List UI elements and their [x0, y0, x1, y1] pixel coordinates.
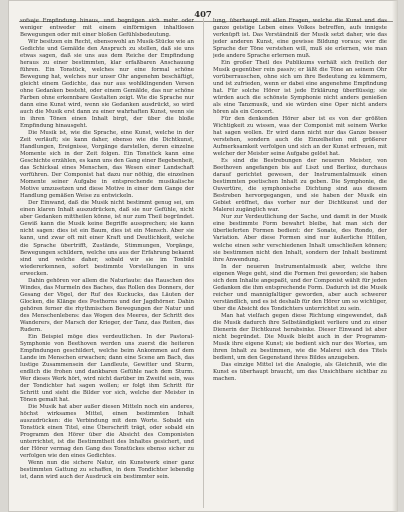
left-paragraph: Der Einwand, daß die Musik nicht bestimmt genug sei, um einen klaren Inhalt auszudrücken, daß sie nur Gefühle, nicht aber Gedanken mittheilen könne, ist nur zum Theil begründet. Gewiß kann die Musik keine Begriffe aussprechen; sie kann nicht sagen: dies ist ein Baum, dies ist ein Mensch. Aber sie kann, und zwar oft mit einer Kraft und Deutlichkeit, welche die Sprache übertrifft, Zustände, Stimmungen, Vorgänge, Bewegungen schildern, welche uns aus der Erfahrung bekannt sind und welche daher, sobald wir sie im Tonbild wiedererkennen, sofort bestimmte Vorstellungen in uns erwecken. [20, 200, 194, 277]
right-paragraph: In der neueren Instrumentalmusik aber, welche ihre eigenen Wege geht, sind die Formen frei geworden; sie haben sich dem Inhalte angepaßt, und der Componist wählt für jeden Gedanken die ihm entsprechende Form. Dadurch ist die Musik reicher und mannigfaltiger geworden, aber auch schwerer verständlich, und es ist deshalb für den Hörer um so wichtiger, über die Absicht des Tondichters unterrichtet zu sein. [213, 263, 387, 312]
left-paragraph: Ein Beispiel möge dies verdeutlichen. In der Pastoral-Symphonie von Beethoven werden uns zuerst die heiteren Empfindungen geschildert, welche beim Ankommen auf dem Lande im Menschen erwachen; dann eine Scene am Bach, das lustige Zusammensein der Landleute, Gewitter und Sturm, endlich die frohen und dankbaren Gefühle nach dem Sturm. Wer dieses Werk hört, wird nicht darüber im Zweifel sein, was der Tondichter hat sagen wollen; er folgt ihm Schritt für Schritt und sieht die Bilder vor sich, welche der Meister in Tönen gemalt hat. [20, 333, 194, 403]
left-paragraph: Die Musik hat aber außer diesen Mitteln noch ein anderes, höchst wirksames Mittel, einen bestimmten Inhalt auszudrücken: die Verbindung mit dem Worte. Sobald ein Tonstück einen Titel, eine Überschrift trägt, oder sobald ein Programm den Hörer über die Absicht des Componisten unterrichtet, ist die Bestimmtheit des Inhaltes gesichert, und der Hörer vermag den Gang des Tonstückes ebenso sicher zu verfolgen wie den eines Gedichtes. [20, 403, 194, 459]
right-paragraph: Das einzige Mittel ist die Analogie, als Gleichniß, wie die Kunst es überhaupt braucht, um das Unsichtbare sichtbar zu machen. [213, 361, 387, 382]
left-text-column [20, 18, 194, 509]
column-divider [203, 18, 204, 508]
newspaper-page [8, 0, 398, 512]
page-number: 407 [194, 9, 212, 19]
right-paragraph: Für den denkenden Hörer aber ist es von der größten Wichtigkeit zu wissen, was der Componist mit seinem Werke hat sagen wollen. Er wird dann nicht nur das Ganze besser verstehen, sondern auch die Einzelheiten mit größerer Aufmerksamkeit verfolgen und sich an der Kunst erfreuen, mit welcher der Meister seine Aufgabe gelöst hat. [213, 116, 387, 158]
right-text-column [213, 18, 387, 509]
right-paragraph: Ein großer Theil des Publikums verhält sich freilich der Musik gegenüber rein passiv; er läßt die Töne an seinem Ohr vorüberrauschen, ohne sich um ihre Bedeutung zu kümmern, und ist zufrieden, wenn er dabei eine angenehme Empfindung hat. Für solche Hörer ist jede Erklärung überflüssig; sie würden auch die schönste Symphonie nicht anders genießen als eine Tanzmusik, und sie würden eine Oper nicht anders hören als ein Concert. [213, 60, 387, 116]
right-paragraph: Es sind die Bestrebungen der neueren Meister, von Beethoven angefangen bis auf Liszt und Berlioz, durchaus darauf gerichtet gewesen, der Instrumentalmusik einen bestimmten poetischen Inhalt zu geben. Die Symphonie, die Ouvertüre, die symphonische Dichtung sind aus diesem Bestreben hervorgegangen, und sie haben der Musik ein Gebiet eröffnet, das vorher nur der Dichtkunst und der Malerei zugänglich war. [213, 158, 387, 214]
left-paragraph: Die Musik ist, wie die Sprache, eine Kunst, welche in der Zeit verläuft; sie kann daher, ebenso wie die Dichtkunst, Handlungen, Ereignisse, Vorgänge darstellen, deren einzelne Momente sich in der Zeit folgen. Ein Tonstück kann eine Geschichte erzählen, es kann uns den Gang einer Begebenheit, das Schicksal eines Menschen, das Wesen einer Landschaft vorführen. Der Componist hat dazu nur nöthig, die einzelnen Momente seiner Aufgabe in entsprechende musikalische Motive umzusetzen und diese Motive in einer dem Gange der Handlung gemäßen Weise zu entwickeln. [20, 130, 194, 200]
left-paragraph: sofsaje Empfindung hinaus, und begnügen sich mehr oder weniger entweder mit einem einförmigen inhaltlosen Bewegungen oder mit einer bloßen Gefühlsbedeutung. [20, 18, 194, 39]
right-paragraph: Man hat vielfach gegen diese Richtung eingewendet, daß die Musik dadurch ihre Selbständigkeit verliere und zu einer Dienerin der Dichtkunst herabsinke. Dieser Einwand ist aber nicht begründet. Die Musik bleibt auch in der Programm-Musik ihre eigene Kunst; sie bedient sich nur des Wortes, um ihren Inhalt zu bestimmen, wie die Malerei sich des Titels bedient, um den Gegenstand ihres Bildes anzugeben. [213, 312, 387, 361]
left-paragraph: Wenn nun die sichere Natur, ein Kunstwerk einer ganz bestimmten Gattung zu schaffen, in dem Tondichter lebendig ist, dann wird auch der Ausdruck ein bestimmter sein. [20, 459, 194, 481]
page-edge-shadow [392, 0, 398, 512]
right-paragraph: lung, überhaupt mit allen Fragen, welche die Kunst und das ganze geistige Leben eines Volkes betreffen, aufs innigste verknüpft ist. Das Verständniß der Musik setzt daher, wie das jeder anderen Kunst, eine gewisse Bildung voraus; wer die Sprache der Töne verstehen will, muß sie erlernen, wie man jede andere Sprache erlernen muß. [213, 18, 387, 60]
left-paragraph: Wir besitzen ein Recht, ebensowohl an Musik-Stücke wie an Gedichte und Gemälde den Anspruch zu stellen, daß sie uns etwas sagen, daß sie uns aus dem Reiche der Empfindung heraus zu einer bestimmten, klar erfaßbaren Anschauung führen. Ein Tonstück, welches nur eine formal schöne Bewegung hat, welches nur unser Ohr angenehm beschäftigt, gleicht einem Gedichte, das nur aus wohlklingenden Versen ohne Gedanken besteht, oder einem Gemälde, das nur schöne Farben ohne erkennbare Gestalten zeigt. Wie die Sprache nur dann eine Kunst wird, wenn sie Gedanken ausdrückt, so wird auch die Musik erst dann zu einer wahrhaften Kunst, wenn sie in ihren Tönen einen Inhalt birgt, der über die bloße Empfindung hinausgeht. [20, 39, 194, 130]
left-paragraph: Dahin gehören vor allem die Naturlaute: das Rauschen des Windes, das Murmeln des Baches, das Rollen des Donners, der Gesang der Vögel, der Ruf des Kuckucks, das Läuten der Glocken, die Klänge des Posthorns und der Jagdhörner. Dahin gehören ferner die rhythmischen Bewegungen der Natur und des Menschenlebens: das Wogen des Meeres, der Schritt des Wanderers, der Marsch der Krieger, der Tanz, das Reiten, das Rudern. [20, 277, 194, 333]
right-paragraph: Nur zur Verdeutlichung der Sache, und damit in der Musik eine bestimmte Form bewahrt bleibe, hat man sich der überlieferten Formen bedient: der Sonate, des Rondo, der Variation. Aber diese Formen sind nur äußerliche Hüllen, welche einen sehr verschiedenen Inhalt umschließen können; sie bestimmen nicht den Inhalt, sondern der Inhalt bestimmt ihre Anwendung. [213, 214, 387, 263]
